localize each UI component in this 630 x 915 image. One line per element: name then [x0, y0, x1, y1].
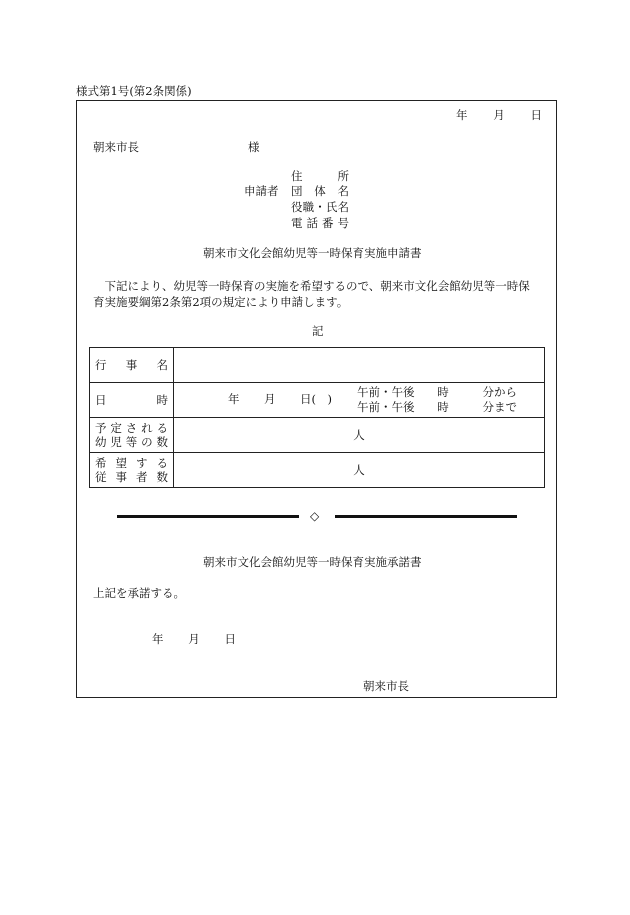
mayor-signature: 朝来市長 — [363, 679, 409, 693]
month-unit: 月 — [188, 632, 200, 646]
time-from: 午前・午後 時 分から — [357, 385, 517, 399]
children-count-field[interactable] — [174, 418, 545, 453]
table-row-datetime — [90, 383, 545, 418]
application-body — [93, 278, 543, 310]
ki-heading: 記 — [312, 324, 324, 338]
separator-line-left — [117, 515, 299, 518]
table-row-event — [90, 348, 545, 383]
application-date — [456, 110, 542, 122]
applicant-group-name-label: 団 体 名 — [291, 184, 349, 198]
day-unit: 日 — [530, 108, 542, 122]
form-number-label: 様式第1号(第2条関係) — [76, 84, 192, 98]
children-count-unit: 人 — [353, 428, 365, 442]
application-title: 朝来市文化会館幼児等一時保育実施申請書 — [203, 246, 422, 260]
approval-body: 上記を承諾する。 — [93, 586, 185, 600]
diamond-icon: ◇ — [310, 509, 320, 523]
table-row-children — [90, 418, 545, 453]
day-unit: 日 — [224, 632, 236, 646]
detail-table — [89, 347, 545, 488]
applicant-phone-label: 電 話 番 号 — [291, 216, 349, 230]
separator-line-right — [335, 515, 517, 518]
year-unit: 年 — [152, 632, 164, 646]
staff-count-unit: 人 — [353, 463, 365, 477]
datetime-date: 年 月 日( ) — [228, 392, 332, 406]
staff-count-label: 希 望 す る 従 事 者 数 — [90, 453, 174, 488]
staff-count-field[interactable] — [174, 453, 545, 488]
applicant-label: 申請者 — [244, 184, 279, 198]
applicant-position-name-label: 役 職 ・ 氏 名 — [291, 200, 349, 214]
datetime-label: 日 時 — [90, 383, 174, 418]
application-body-line-2: 育実施要綱第2条第2項の規定により申請します。 — [93, 295, 349, 309]
time-to: 午前・午後 時 分まで — [357, 400, 517, 414]
approval-date — [152, 634, 236, 646]
year-unit: 年 — [456, 108, 468, 122]
applicant-address-label: 住 所 — [291, 169, 349, 183]
addressee-honorific: 様 — [248, 140, 260, 154]
event-name-field[interactable] — [174, 348, 545, 383]
month-unit: 月 — [493, 108, 505, 122]
event-name-label: 行 事 名 — [90, 348, 174, 383]
datetime-field[interactable] — [174, 383, 545, 418]
approval-title: 朝来市文化会館幼児等一時保育実施承諾書 — [203, 555, 422, 569]
addressee: 朝来市長 — [93, 140, 139, 154]
application-body-line-1: 下記により、幼児等一時保育の実施を希望するので、朝来市文化会館幼児等一時保 — [104, 279, 530, 293]
table-row-staff — [90, 453, 545, 488]
children-count-label: 予 定 さ れ る 幼 児 等 の 数 — [90, 418, 174, 453]
